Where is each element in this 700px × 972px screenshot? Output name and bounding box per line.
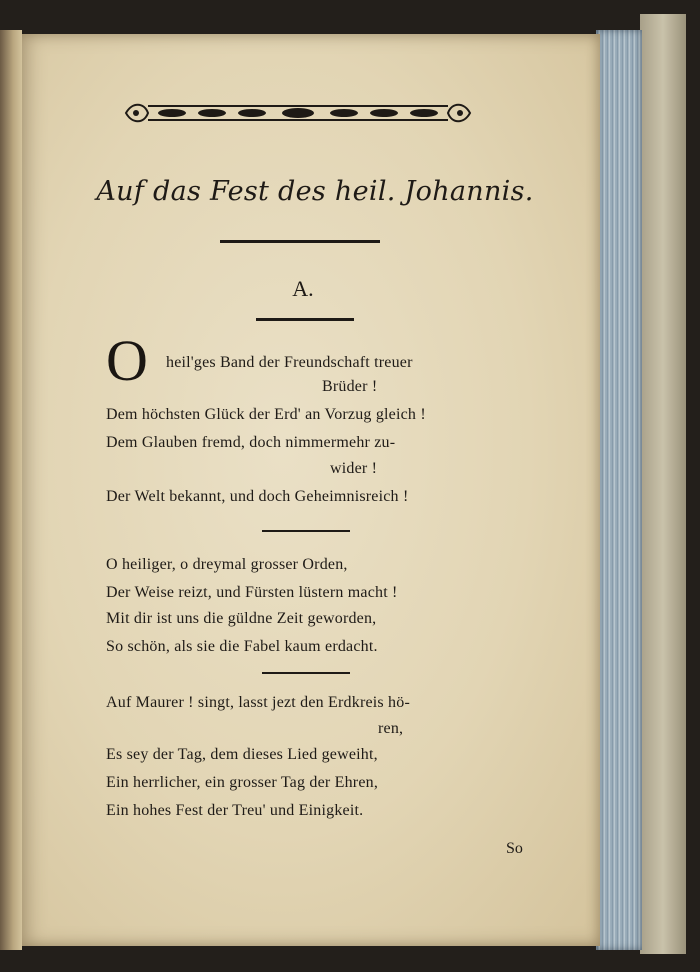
previous-page-edge	[0, 30, 22, 950]
section-letter: A.	[292, 276, 314, 301]
verse-line: Ein hohes Fest der Treu' und Einigkeit.	[106, 802, 364, 819]
verse-line: O heiliger, o dreymal grosser Orden,	[106, 556, 348, 573]
catchword: So	[506, 840, 523, 857]
verse-line: Mit dir ist uns die güldne Zeit geworden,	[106, 610, 377, 627]
verse-line: Ein herrlicher, ein grosser Tag der Ehren,	[106, 774, 379, 791]
section-rule	[256, 318, 354, 321]
verse-line: Es sey der Tag, dem dieses Lied geweiht,	[106, 746, 378, 763]
verse-line: Der Welt bekannt, und doch Geheimnisreich !	[106, 488, 409, 505]
verse-line: Brüder !	[322, 378, 378, 395]
verse-line: heil'ges Band der Freundschaft treuer	[166, 354, 413, 371]
verse-line: So schön, als sie die Fabel kaum erdacht.	[106, 638, 378, 655]
verse-line: Dem höchsten Glück der Erd' an Vorzug gleich !	[106, 406, 426, 423]
verse-line: wider !	[330, 460, 378, 477]
verse-line: Dem Glauben fremd, doch nimmermehr zu-	[106, 434, 396, 451]
verse-line: Der Weise reizt, und Fürsten lüstern macht !	[106, 584, 398, 601]
stanza-divider	[262, 530, 350, 532]
page-fore-edge	[596, 30, 642, 950]
header-ornament-icon	[122, 100, 474, 126]
page-title: Auf das Fest des heil. Johannis.	[96, 176, 534, 207]
verse-line: Auf Maurer ! singt, lasst jezt den Erdkreis hö-	[106, 694, 410, 711]
drop-cap: O	[106, 328, 148, 393]
book-cover-edge	[640, 14, 686, 954]
title-rule	[220, 240, 380, 243]
stanza-divider	[262, 672, 350, 674]
verse-line: ren,	[378, 720, 404, 737]
